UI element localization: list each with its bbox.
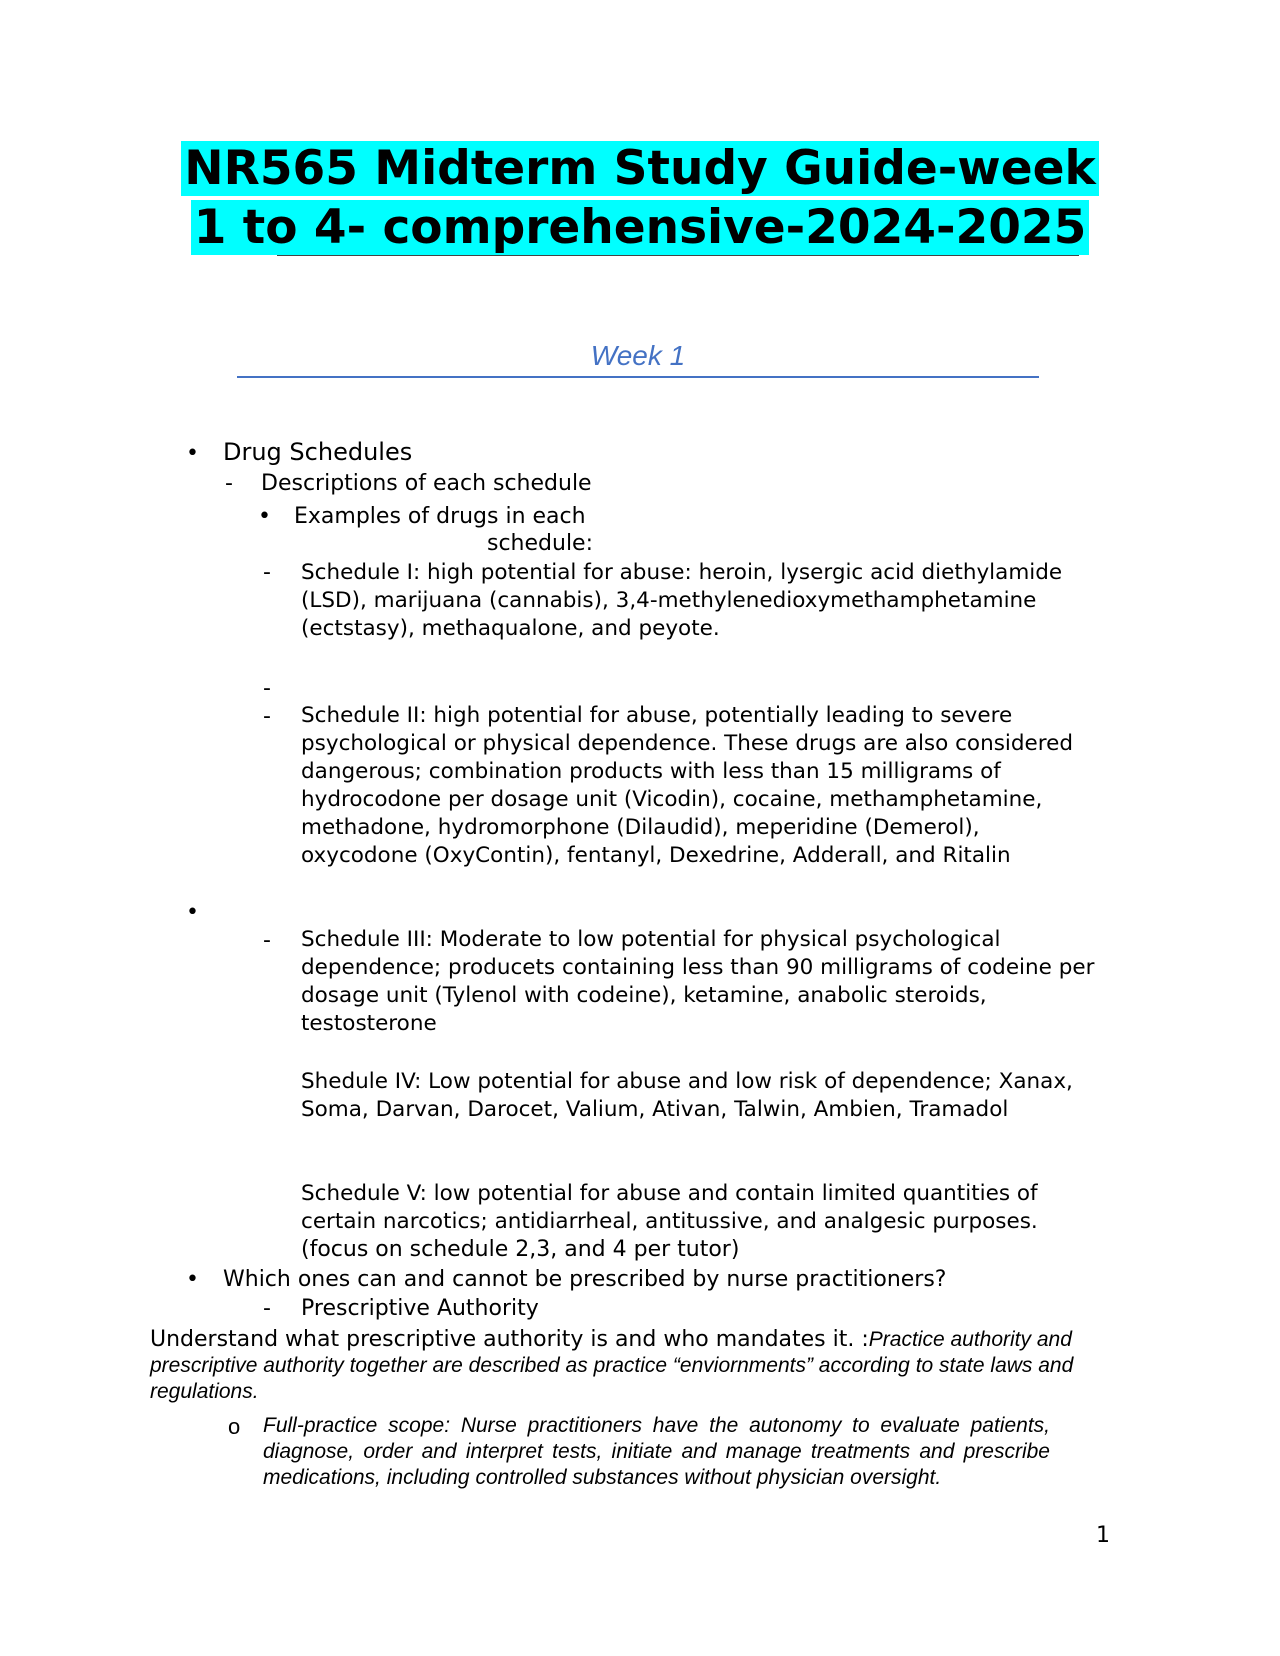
outline-item-prescriptive-authority: Prescriptive Authority bbox=[301, 1296, 539, 1321]
bullet-marker: • bbox=[186, 900, 199, 925]
dash-marker: - bbox=[263, 676, 271, 701]
circle-marker: o bbox=[228, 1414, 241, 1439]
paragraph-italic: Practice authority and prescriptive authority together are described as practice “enviornments” according to state laws and regulations. bbox=[150, 1328, 1074, 1403]
week-heading-rule bbox=[237, 376, 1039, 378]
schedule-2-text: Schedule II: high potential for abuse, potentially leading to severe psychological or physical dependence. These drugs are also considered dangerous; combination products with less than 15 milligrams of hydrocodone per dosage unit (Vicodin), cocaine, methamphetamine, methadone, hydromorphone (Dilaudid), meperidine (Demerol), oxycodone (OxyContin), fentanyl, Dexedrine, Adderall, and Ritalin bbox=[301, 703, 1074, 868]
full-practice-body: Full-practice scope: Nurse practitioners have the autonomy to evaluate patients, diagnose, order and interpret tests, initiate and manage treatments and prescribe medications, including controlled substances without physician oversight. bbox=[263, 1414, 1050, 1489]
document-title-line-2 bbox=[0, 198, 1280, 258]
week-heading: Week 1 bbox=[590, 340, 686, 371]
title-text-2: 1 to 4- comprehensive-2024-2025 bbox=[191, 200, 1090, 255]
tutor-note: (focus on schedule 2,3, and 4 per tutor) bbox=[301, 1237, 740, 1262]
paragraph-lead: Understand what prescriptive authority is and who mandates it. : bbox=[150, 1327, 869, 1352]
dash-marker: - bbox=[263, 928, 271, 953]
bullet-marker: • bbox=[186, 1267, 199, 1292]
outline-item-drug-schedules: Drug Schedules bbox=[223, 438, 413, 466]
bullet-marker: • bbox=[258, 504, 271, 529]
schedule-5-text: Schedule V: low potential for abuse and contain limited quantities of certain narcotics; antidiarrheal, antitussive, and analgesic purposes. bbox=[301, 1181, 1038, 1234]
title-underline bbox=[277, 255, 1079, 256]
full-practice-scope-text bbox=[263, 1413, 1050, 1491]
document-title-line-1 bbox=[0, 139, 1280, 199]
bullet-marker: • bbox=[186, 441, 199, 466]
dash-marker: - bbox=[263, 560, 271, 585]
outline-item-descriptions: Descriptions of each schedule bbox=[261, 471, 592, 496]
outline-item-examples-cont: schedule: bbox=[487, 531, 594, 556]
schedule-4-text: Shedule IV: Low potential for abuse and low risk of dependence; Xanax, Soma, Darvan, Darocet, Valium, Ativan, Talwin, Ambien, Tramadol bbox=[301, 1069, 1073, 1122]
schedule-3-text: Schedule III: Moderate to low potential for physical psychological dependence; producets containing less than 90 milligrams of codeine per dosage unit (Tylenol with codeine), ketamine, anabolic steroids, testosterone bbox=[301, 927, 1095, 1036]
outline-item-prescribe-question: Which ones can and cannot be prescribed by nurse practitioners? bbox=[223, 1267, 947, 1292]
outline-item-examples: Examples of drugs in each bbox=[294, 504, 586, 529]
page-number: 1 bbox=[1096, 1523, 1110, 1548]
dash-marker: - bbox=[225, 471, 233, 496]
dash-marker: - bbox=[263, 1296, 271, 1321]
prescriptive-authority-paragraph bbox=[150, 1327, 1090, 1405]
title-text-1: NR565 Midterm Study Guide-week bbox=[181, 141, 1098, 196]
dash-marker: - bbox=[263, 704, 271, 729]
schedule-1-text: Schedule I: high potential for abuse: heroin, lysergic acid diethylamide (LSD), marijuana (cannabis), 3,4-methylenedioxymethamphetamine (ectstasy), methaqualone, and peyote. bbox=[301, 560, 1063, 641]
